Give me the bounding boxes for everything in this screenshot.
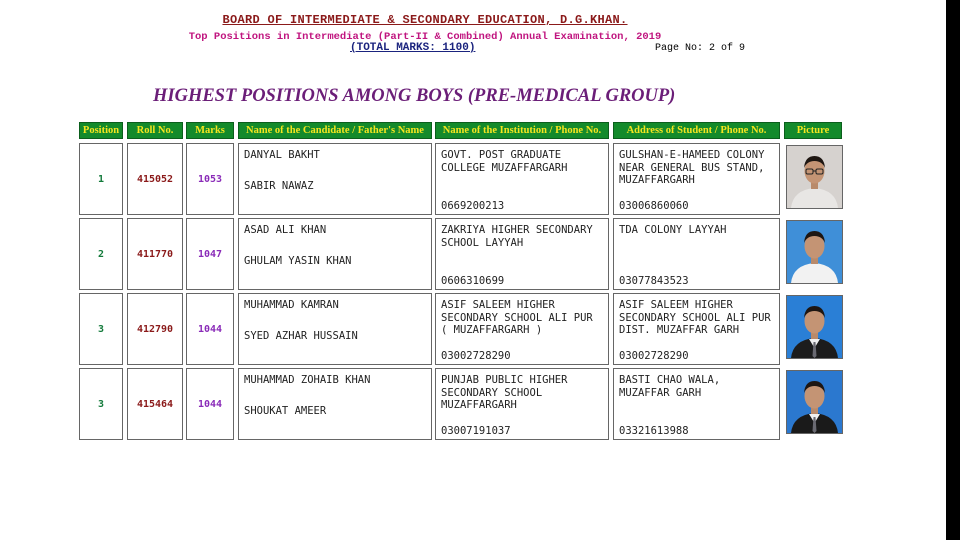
address-line: NEAR GENERAL BUS STAND, <box>619 161 765 174</box>
institution-name-line: PUNJAB PUBLIC HIGHER <box>441 374 568 386</box>
cell-address <box>613 368 780 440</box>
institution-name-line: GOVT. POST GRADUATE <box>441 149 562 161</box>
institution-name-line: SECONDARY SCHOOL <box>441 386 543 399</box>
address-phone: 03077843523 <box>619 275 689 287</box>
portrait-image <box>787 221 842 283</box>
address-phone: 03002728290 <box>619 350 689 362</box>
cell-marks: 1053 <box>186 143 234 215</box>
father-name: SYED AZHAR HUSSAIN <box>244 330 358 342</box>
candidate-name: MUHAMMAD ZOHAIB KHAN <box>244 374 371 386</box>
address-phone: 03321613988 <box>619 425 689 437</box>
portrait-image <box>787 146 842 208</box>
address-phone: 03006860060 <box>619 200 689 212</box>
institution-name-line: MUZAFFARGARH <box>441 399 517 411</box>
cell-marks: 1047 <box>186 218 234 290</box>
institution-name-line: COLLEGE MUZAFFARGARH <box>441 161 568 174</box>
address-line: SECONDARY SCHOOL ALI PUR <box>619 311 771 324</box>
cell-address <box>613 293 780 365</box>
institution-phone: 03002728290 <box>441 350 511 362</box>
institution-name-line: SCHOOL LAYYAH <box>441 236 524 249</box>
student-photo <box>786 370 843 434</box>
cell-candidate <box>238 368 432 440</box>
institution-name-line: SECONDARY SCHOOL ALI PUR <box>441 311 593 324</box>
student-photo <box>786 145 843 209</box>
col-header-picture: Picture <box>784 122 842 139</box>
institution-phone: 0669200213 <box>441 200 505 212</box>
address-line: TDA COLONY LAYYAH <box>619 224 727 236</box>
address-line: ASIF SALEEM HIGHER <box>619 299 733 311</box>
portrait-image <box>787 296 842 358</box>
cell-address <box>613 218 780 290</box>
father-name: GHULAM YASIN KHAN <box>244 255 352 267</box>
address-line: DIST. MUZAFFAR GARH <box>619 324 740 336</box>
address-line: GULSHAN-E-HAMEED COLONY <box>619 149 765 161</box>
cell-candidate <box>238 218 432 290</box>
institution-name-line: ASIF SALEEM HIGHER <box>441 299 555 311</box>
student-photo <box>786 295 843 359</box>
cell-roll-number: 412790 <box>127 293 183 365</box>
cell-roll-number: 415052 <box>127 143 183 215</box>
cell-roll-number: 411770 <box>127 218 183 290</box>
col-header-institution: Name of the Institution / Phone No. <box>435 122 609 139</box>
cell-marks: 1044 <box>186 368 234 440</box>
address-line: MUZAFFARGARH <box>619 174 695 186</box>
cell-roll-number: 415464 <box>127 368 183 440</box>
address-line: MUZAFFAR GARH <box>619 386 702 399</box>
institution-name-line: ( MUZAFFARGARH ) <box>441 324 543 336</box>
cell-institution <box>435 218 609 290</box>
page-number: Page No: 2 of 9 <box>655 43 746 54</box>
institution-name-line: ZAKRIYA HIGHER SECONDARY <box>441 224 593 236</box>
board-title: BOARD OF INTERMEDIATE & SECONDARY EDUCATION, D.G.KHAN. <box>222 13 628 27</box>
cell-institution <box>435 368 609 440</box>
cell-position: 3 <box>79 368 123 440</box>
cell-institution <box>435 143 609 215</box>
exam-subtitle: Top Positions in Intermediate (Part-II & Combined) Annual Examination, 2019 <box>188 31 662 43</box>
cell-address <box>613 143 780 215</box>
address-line: BASTI CHAO WALA, <box>619 374 721 386</box>
col-header-candidate: Name of the Candidate / Father's Name <box>238 122 432 139</box>
cell-candidate <box>238 293 432 365</box>
cell-position: 1 <box>79 143 123 215</box>
institution-phone: 0606310699 <box>441 275 505 287</box>
col-header-roll: Roll No. <box>127 122 183 139</box>
portrait-image <box>787 371 842 433</box>
candidate-name: MUHAMMAD KAMRAN <box>244 299 339 311</box>
total-marks: (TOTAL MARKS: 1100) <box>350 42 476 54</box>
student-photo <box>786 220 843 284</box>
col-header-address: Address of Student / Phone No. <box>613 122 780 139</box>
candidate-name: ASAD ALI KHAN <box>244 224 327 236</box>
cell-position: 2 <box>79 218 123 290</box>
candidate-name: DANYAL BAKHT <box>244 149 320 161</box>
cell-candidate <box>238 143 432 215</box>
section-heading: HIGHEST POSITIONS AMONG BOYS (PRE-MEDICAL GROUP) <box>153 86 676 106</box>
cell-position: 3 <box>79 293 123 365</box>
col-header-position: Position <box>79 122 123 139</box>
father-name: SABIR NAWAZ <box>244 180 314 192</box>
col-header-marks: Marks <box>186 122 234 139</box>
father-name: SHOUKAT AMEER <box>244 405 327 417</box>
cell-marks: 1044 <box>186 293 234 365</box>
cell-institution <box>435 293 609 365</box>
institution-phone: 03007191037 <box>441 425 511 437</box>
